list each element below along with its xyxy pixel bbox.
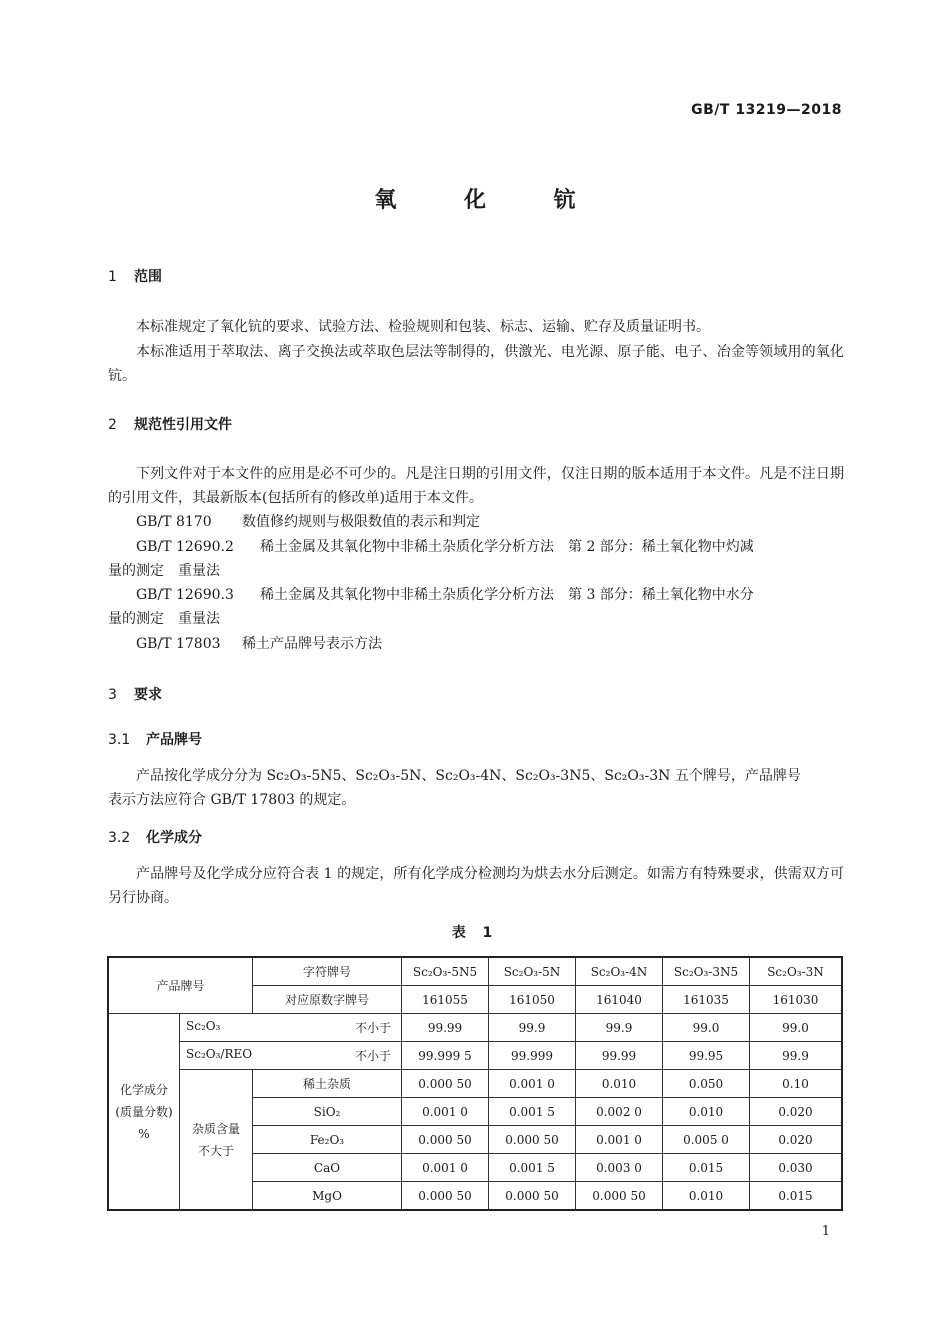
value-cell: 0.020 (750, 1126, 843, 1154)
grade-cell: Sc₂O₃-3N (750, 957, 843, 986)
value-cell: 0.010 (576, 1070, 663, 1098)
sec3-1-paragraph: 产品按化学成分分为 Sc₂O₃-5N5、Sc₂O₃-5N、Sc₂O₃-4N、Sc₂O₃-3N5、Sc₂O₃-3N 五个牌号，产品牌号 (136, 768, 801, 784)
value-cell: 99.0 (750, 1014, 843, 1042)
value-cell: 0.001 0 (576, 1126, 663, 1154)
reference-item (136, 535, 754, 559)
table-row (108, 1014, 842, 1042)
value-cell: 0.001 5 (489, 1098, 576, 1126)
value-cell: 0.001 0 (402, 1098, 489, 1126)
code-cell: 161055 (402, 986, 489, 1014)
value-cell: 0.015 (750, 1182, 843, 1211)
reference-code: GB/T 17803 (136, 636, 221, 652)
sec3-1-paragraph-line2: 表示方法应符合 GB/T 17803 的规定。 (108, 792, 356, 808)
reference-continuation: 量的测定 重量法 (108, 563, 220, 579)
sec3-2-paragraph: 产品牌号及化学成分应符合表 1 的规定，所有化学成分检测均为烘去水分后测定。如需方有特殊要求，供需双方可另行协商。 (108, 866, 844, 906)
limit-label: 不小于 (354, 1049, 391, 1063)
value-cell: 0.001 5 (489, 1154, 576, 1182)
section-number: 3.1 (108, 732, 131, 748)
section-number: 3 (108, 687, 117, 703)
value-cell: 0.010 (663, 1098, 750, 1126)
value-cell: 0.005 0 (663, 1126, 750, 1154)
value-cell: 0.015 (663, 1154, 750, 1182)
value-cell: 99.999 5 (402, 1042, 489, 1070)
value-cell: 0.050 (663, 1070, 750, 1098)
reference-item (136, 510, 480, 534)
reference-item (136, 583, 754, 607)
chem-composition-label (108, 1014, 180, 1211)
value-cell: 99.0 (663, 1014, 750, 1042)
code-cell: 161030 (750, 986, 843, 1014)
section-title: 范围 (134, 269, 162, 285)
chem-label-line: 化学成分 (119, 1082, 168, 1097)
grade-cell: Sc₂O₃-5N (489, 957, 576, 986)
reference-title: 稀土金属及其氧化物中非稀土杂质化学分析方法 第 2 部分：稀土氧化物中灼减 (260, 539, 754, 555)
value-cell: 0.000 50 (402, 1126, 489, 1154)
value-cell: 0.001 0 (489, 1070, 576, 1098)
standard-number: GB/T 13219—2018 (691, 102, 842, 118)
value-cell: 0.10 (750, 1070, 843, 1098)
impurity-name: CaO (253, 1154, 402, 1182)
section-number: 1 (108, 269, 117, 285)
reference-title: 稀土产品牌号表示方法 (242, 636, 382, 652)
grade-cell: Sc₂O₃-4N (576, 957, 663, 986)
grade-cell: Sc₂O₃-3N5 (663, 957, 750, 986)
value-cell: 99.9 (576, 1014, 663, 1042)
product-label-cell: 产品牌号 (108, 957, 253, 1014)
value-cell: 99.999 (489, 1042, 576, 1070)
value-cell: 99.95 (663, 1042, 750, 1070)
value-cell: 0.000 50 (576, 1182, 663, 1211)
value-cell: 0.001 0 (402, 1154, 489, 1182)
impurity-name: 稀土杂质 (253, 1070, 402, 1098)
row-name: Sc₂O₃/REO (186, 1047, 253, 1061)
value-cell: 99.99 (402, 1014, 489, 1042)
chem-label-line: % (138, 1126, 150, 1141)
impurity-label-line: 杂质含量 (191, 1121, 240, 1136)
value-cell: 99.9 (489, 1014, 576, 1042)
code-cell: 161035 (663, 986, 750, 1014)
section-3-heading (108, 684, 162, 704)
value-cell: 0.000 50 (402, 1070, 489, 1098)
composition-table (107, 956, 843, 1211)
reference-title: 稀土金属及其氧化物中非稀土杂质化学分析方法 第 3 部分：稀土氧化物中水分 (260, 587, 754, 603)
row-name: Sc₂O₃ (186, 1019, 221, 1033)
section-number: 3.2 (108, 830, 131, 846)
chem-label-line: (质量分数) (115, 1104, 173, 1119)
section-2-heading (108, 414, 232, 434)
value-cell: 0.003 0 (576, 1154, 663, 1182)
reference-item (136, 632, 382, 656)
limit-label: 不小于 (354, 1021, 391, 1035)
reference-code: GB/T 8170 (136, 514, 212, 530)
section-title: 规范性引用文件 (134, 417, 232, 433)
value-cell: 0.000 50 (489, 1126, 576, 1154)
reference-code: GB/T 12690.3 (136, 587, 234, 603)
value-cell: 0.010 (663, 1182, 750, 1211)
page-number: 1 (821, 1224, 830, 1239)
table-row (108, 957, 842, 986)
reference-code: GB/T 12690.2 (136, 539, 234, 555)
impurity-name: Fe₂O₃ (253, 1126, 402, 1154)
value-cell: 99.9 (750, 1042, 843, 1070)
table-row (108, 1042, 842, 1070)
code-cell: 161050 (489, 986, 576, 1014)
numeric-grade-label: 对应原数字牌号 (253, 986, 402, 1014)
section-3-1-heading (108, 729, 202, 749)
char-grade-label: 字符牌号 (253, 957, 402, 986)
code-cell: 161040 (576, 986, 663, 1014)
sec1-paragraph-2: 本标准适用于萃取法、离子交换法或萃取色层法等制得的，供激光、电光源、原子能、电子、冶金等领域用的氧化钪。 (108, 344, 844, 384)
section-title: 要求 (134, 687, 162, 703)
impurity-label-line: 不大于 (197, 1143, 234, 1158)
section-title: 产品牌号 (146, 732, 202, 748)
section-title: 化学成分 (146, 830, 202, 846)
value-cell: 0.002 0 (576, 1098, 663, 1126)
reference-title: 数值修约规则与极限数值的表示和判定 (242, 514, 480, 530)
impurity-label (180, 1070, 253, 1211)
document-title: 氧 化 钪 (374, 187, 606, 213)
grade-cell: Sc₂O₃-5N5 (402, 957, 489, 986)
value-cell: 0.000 50 (489, 1182, 576, 1211)
impurity-name: MgO (253, 1182, 402, 1211)
reference-continuation: 量的测定 重量法 (108, 611, 220, 627)
sc2o3-reo-row-label (180, 1042, 402, 1070)
table-row (108, 1070, 842, 1098)
value-cell: 0.020 (750, 1098, 843, 1126)
value-cell: 0.030 (750, 1154, 843, 1182)
sc2o3-row-label (180, 1014, 402, 1042)
table-caption: 表 1 (451, 925, 499, 941)
sec2-intro: 下列文件对于本文件的应用是必不可少的。凡是注日期的引用文件，仅注日期的版本适用于本文件。凡是不注日期的引用文件，其最新版本(包括所有的修改单)适用于本文件。 (108, 466, 844, 506)
value-cell: 0.000 50 (402, 1182, 489, 1211)
impurity-name: SiO₂ (253, 1098, 402, 1126)
section-number: 2 (108, 417, 117, 433)
value-cell: 99.99 (576, 1042, 663, 1070)
section-3-2-heading (108, 827, 202, 847)
section-1-heading (108, 266, 162, 286)
sec1-paragraph-1: 本标准规定了氧化钪的要求、试验方法、检验规则和包装、标志、运输、贮存及质量证明书。 (136, 319, 710, 335)
